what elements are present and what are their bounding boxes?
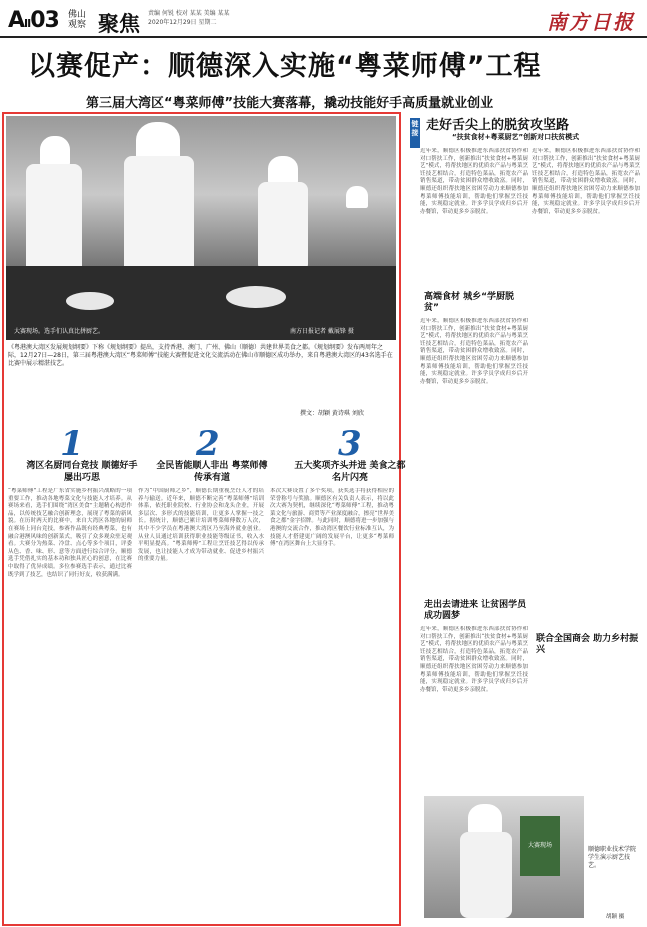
side-story-subtitle: “扶贫食材+粤菜厨艺”创新对口扶贫模式: [452, 133, 580, 141]
reporter-byline: 撰文：胡颖 黄诗琪 刘欣: [300, 410, 364, 417]
chef-hat-icon: [40, 136, 70, 166]
chef-hat-icon: [346, 186, 368, 208]
section-body: “粤菜师傅”工程是广东省实施乡村振兴战略的一项重要工作，推动各地粤菜文化与技能人才培养。从赛场来看，选手们围绕“湾区美食”主题精心构思作品，以传统技艺融合创新理念，展现了粤菜的新风貌。在历时两天的比赛中，来自大湾区各地的厨师在赛场上同台竞技，参赛作品既有经典粤菜，也有融合港澳风味的创新菜式，吸引了众多观众驻足观看。大赛分为热菜、冷盘、点心等多个项目，评委从色、香、味、形、意等方面进行综合评分。顺德选手凭借扎实的基本功和独具匠心的创意，在比赛中取得了优异成绩。多位参赛选手表示，通过比赛既学到了技艺，也结识了同行好友，收获满满。: [8, 488, 132, 578]
subheadline: 第三届大湾区“粤菜师傅”技能大赛落幕，撬动技能好手高质量就业创业: [86, 96, 494, 111]
section-name: 聚焦: [98, 12, 140, 36]
edition-location: 佛山观察: [68, 10, 87, 30]
chef-figure: [258, 182, 308, 272]
section-title: 湾区名厨同台竞技 顺德好手屡出巧思: [26, 461, 138, 483]
dish-plate: [66, 292, 114, 310]
section-numeral: 3: [338, 424, 362, 464]
side-body: 近年来，顺德区积极推进东西部扶贫协作和对口帮扶工作，创新推出“扶贫食材+粤菜厨艺”模式，将帮扶地区的优质农产品与粤菜烹饪技艺相结合，打造特色菜品，拓宽农产品销售渠道，带动贫困群众增收致富。同时，顺德还组织帮扶地区贫困劳动力来顺德参加粤菜师傅技能培训，帮助他们掌握烹饪技能，实现稳定就业。许多学员学成归乡后开办餐馆，带动更多乡亲脱贫。: [420, 318, 528, 385]
side-body: 近年来，顺德区积极推进东西部扶贫协作和对口帮扶工作，创新推出“扶贫食材+粤菜厨艺”模式，将帮扶地区的优质农产品与粤菜烹饪技艺相结合，打造特色菜品，拓宽农产品销售渠道，带动贫困群众增收致富。同时，顺德还组织帮扶地区贫困劳动力来顺德参加粤菜师傅技能培训，帮助他们掌握烹饪技能，实现稳定就业。许多学员学成归乡后开办餐馆，带动更多乡亲脱贫。: [420, 148, 528, 215]
section-title: 五大奖项齐头并进 美食之都名片闪亮: [294, 461, 406, 483]
headline: 以赛促产：顺德深入实施“粤菜师傅”工程: [28, 51, 542, 82]
chef-figure: [26, 164, 82, 274]
section-title: 全民皆能顺人非出 粤菜师傅传承有道: [156, 461, 268, 483]
section-numeral: 1: [60, 424, 84, 464]
side-photo-author: 胡颖 摄: [606, 914, 625, 920]
dish-plate: [226, 286, 286, 308]
link-tag: 链接: [410, 118, 420, 148]
newspaper-logo: 南方日报: [547, 10, 635, 34]
side-photo-caption: 顺德职业技术学院学生演示厨艺技艺。: [588, 846, 637, 869]
chef-hat-icon: [468, 804, 502, 834]
section-body: 作为“中国厨师之乡”，顺德长期重视烹饪人才的培养与输送。近年来，顺德不断完善“粤菜师傅”培训体系，依托职业院校、行业协会和龙头企业，开展多层次、多形式的技能培训，让更多人掌握一技之长。据统计，顺德已累计培训粤菜师傅数万人次，其中不少学员在粤港澳大湾区乃至海外就业创业。从业人员通过培训获得职业技能等级证书，收入水平明显提高。“粤菜师傅”工程让烹饪技艺得以传承发展，也让技能人才成为带动就业、促进乡村振兴的重要力量。: [138, 488, 264, 563]
article-lead: 《粤港澳大湾区发展规划纲要》下称《规划纲要》提出，支持香港、澳门、广州、佛山（顺德）共建世界美食之都。《规划纲要》发布两周年之际，12月27日—28日，第三届粤港澳大湾区“粤菜师傅”技能大赛暨促进文化交流活动在佛山市顺德区成功举办，来自粤港澳大湾区的43名选手在比赛中展示精湛技艺。: [8, 344, 393, 367]
side-story-title: 走好舌尖上的脱贫攻坚路: [426, 118, 570, 133]
side-photo: [424, 796, 584, 918]
edition-number: AII03: [8, 8, 59, 33]
editor-line: 责编 何锐 校对 某某 美编 某某: [148, 10, 230, 17]
chef-figure: [124, 156, 194, 276]
masthead-meta: [148, 9, 230, 27]
section-numeral: 2: [196, 424, 220, 464]
competition-photo: [6, 116, 396, 340]
side-subhead: 走出去请进来 让贫困学员成功圆梦: [424, 600, 527, 621]
photo-author: 南方日报记者 戴展锋 摄: [290, 328, 354, 335]
chef-figure: [460, 832, 512, 918]
date-line: 2020年12月29日 星期二: [148, 19, 217, 26]
side-subhead: 联合全国商会 助力乡村振兴: [536, 634, 639, 655]
chef-hat-icon: [268, 156, 298, 184]
side-body: 近年来，顺德区积极推进东西部扶贫协作和对口帮扶工作，创新推出“扶贫食材+粤菜厨艺”模式，将帮扶地区的优质农产品与粤菜烹饪技艺相结合，打造特色菜品，拓宽农产品销售渠道，带动贫困群众增收致富。同时，顺德还组织帮扶地区贫困劳动力来顺德参加粤菜师傅技能培训，帮助他们掌握烹饪技能，实现稳定就业。许多学员学成归乡后开办餐馆，带动更多乡亲脱贫。: [420, 626, 528, 693]
masthead: [0, 0, 647, 38]
photo-caption: 大赛现场。选手们认真比拼厨艺。: [14, 328, 105, 335]
side-photo-sign: 大赛现场: [520, 816, 560, 876]
section-body: 本次大赛设置了多个奖项，获奖选手将获得相应的荣誉称号与奖励。顺德区有关负责人表示，将以此次大赛为契机，继续深化“粤菜师傅”工程，推动粤菜文化与旅游、商贸等产业深度融合，擦亮“世界美食之都”金字招牌。与此同时，顺德将进一步加强与港澳的交流合作，推动湾区餐饮行业标准互认，为技能人才搭建更广阔的发展平台，让更多“粤菜师傅”在湾区舞台上大显身手。: [270, 488, 394, 548]
side-body: 近年来，顺德区积极推进东西部扶贫协作和对口帮扶工作，创新推出“扶贫食材+粤菜厨艺”模式，将帮扶地区的优质农产品与粤菜烹饪技艺相结合，打造特色菜品，拓宽农产品销售渠道，带动贫困群众增收致富。同时，顺德还组织帮扶地区贫困劳动力来顺德参加粤菜师傅技能培训，帮助他们掌握烹饪技能，实现稳定就业。许多学员学成归乡后开办餐馆，带动更多乡亲脱贫。: [532, 148, 640, 215]
side-subhead: 高端食材 城乡“学厨脱贫”: [424, 292, 515, 313]
